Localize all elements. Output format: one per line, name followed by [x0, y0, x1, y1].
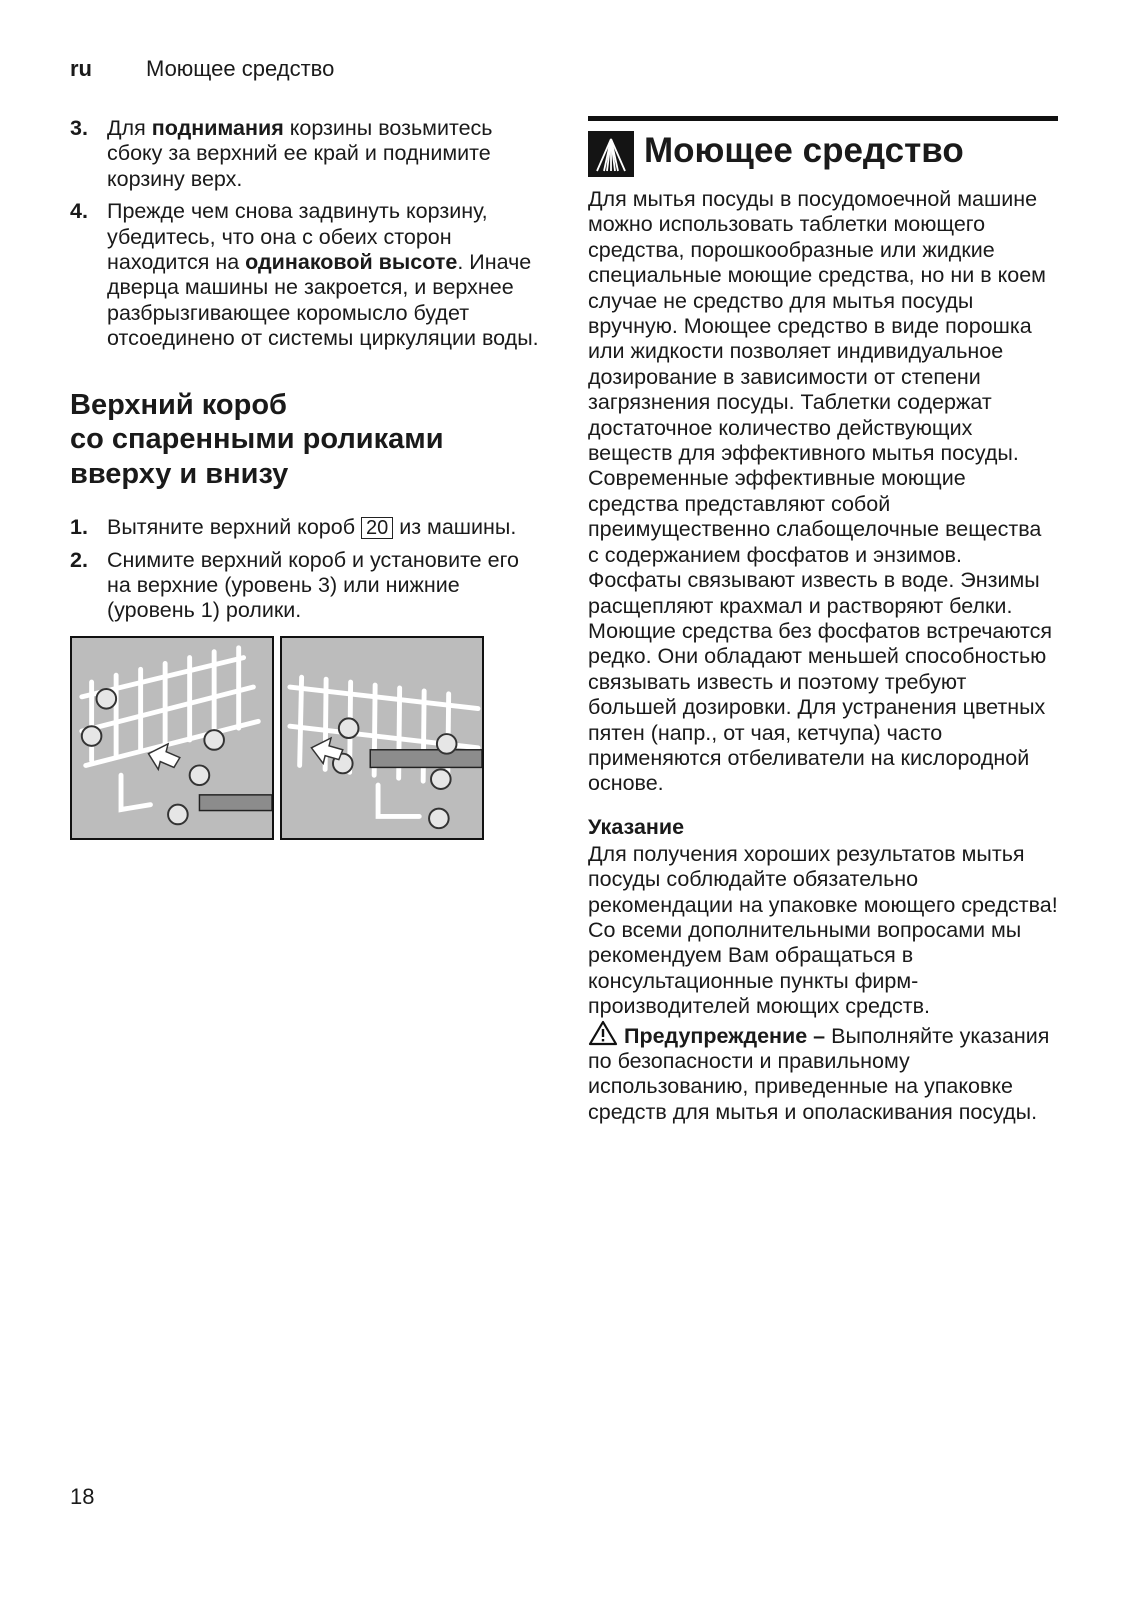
steps-list-top — [70, 116, 540, 352]
section-title-bar — [588, 116, 1058, 187]
warning-block — [588, 1020, 1058, 1126]
warning-label: Предупреждение – — [624, 1023, 826, 1048]
step-number: 3. — [70, 116, 88, 140]
note-heading: Указание — [588, 814, 685, 839]
language-code: ru — [70, 56, 92, 81]
header-section-title: Моющее средство — [146, 56, 335, 81]
step-text: . Иначе дверца машины не закроется, и верхнее разбрызгивающее коромысло будет отсоединено от системы циркуляции воды. — [107, 250, 539, 351]
step-emphasis: одинаковой высоте — [245, 250, 458, 275]
step-text: из машины. — [393, 515, 517, 540]
step-item — [70, 515, 540, 540]
detergent-description: Для мытья посуды в посудомоечной машине можно использовать таблетки моющего средства, порошкообразные или жидкие специальные моющие средства, но ни в коем случае не средство для мытья посуды вручную. Моющее средство в виде порошка или жидкости позволяет индивидуальное дозирование в зависимости от степени загрязнения посуды. Таблетки содержат достаточное количество действующих веществ для эффективного мытья посуды. Современные эффективные моющие средства представляют собой преимущественно слабощелочные вещества с содержанием фосфатов и энзимов. Фосфаты связывают известь в воде. Энзимы расщепляют крахмал и растворяют белки. Моющие средства без фосфатов встречаются редко. Они обладают меньшей способностью связывать известь и поэтому требуют большей дозировки. Для устранения цветных пятен (напр., от чая, кетчупа) часто применяются отбеливатели на кислородной основе. — [588, 187, 1053, 796]
note-text: Для получения хороших результатов мытья посуды соблюдайте обязательно рекомендации на упаковке моющего средства! — [588, 841, 1058, 917]
step-item — [70, 116, 540, 192]
basket-rollers-illustration-2 — [280, 636, 484, 840]
step-number: 2. — [70, 547, 88, 572]
right-column — [588, 116, 1058, 1125]
step-text: Для — [107, 116, 152, 140]
note-text: Со всеми дополнительными вопросами мы рекомендуем Вам обращаться в консультационные пункты фирм-производителей моющих средств. — [588, 917, 1022, 1019]
section-title: Моющее средство — [644, 131, 964, 170]
step-item — [70, 199, 540, 351]
illustrations-row — [70, 636, 540, 842]
part-reference-box: 20 — [361, 517, 393, 539]
step-emphasis: поднимания — [151, 116, 284, 140]
step-number: 4. — [70, 199, 88, 224]
page-number: 18 — [70, 1484, 95, 1509]
step-text: Снимите верхний короб и установите его на верхние (уровень 3) или нижние (уровень 1) ролики. — [107, 547, 519, 623]
step-text: Вытяните верхний короб — [107, 515, 361, 540]
left-column — [70, 116, 540, 842]
step-item — [70, 548, 540, 624]
page-header — [70, 56, 334, 82]
subheading-line: со спаренными роликами — [70, 423, 444, 456]
steps-list-bottom — [70, 515, 540, 624]
step-number: 1. — [70, 515, 88, 540]
subheading-line: вверху и внизу — [70, 457, 289, 490]
subheading-line: Верхний короб — [70, 388, 287, 421]
warning-triangle-icon — [588, 1020, 618, 1046]
warning-text: Выполняйте указания по безопасности и правильному использованию, приведенные на упаковке средств для мытья и ополаскивания посуды. — [588, 1023, 1050, 1124]
step-text: корзины возьмитесь сбоку за верхний ее край и поднимите корзину верх. — [107, 116, 493, 191]
basket-rollers-illustration-1 — [70, 636, 274, 840]
detergent-symbol-icon — [588, 131, 634, 177]
step-text: Прежде чем снова задвинуть корзину, убедитесь, что она с обеих сторон находится на — [107, 199, 488, 275]
upper-basket-subheading — [70, 388, 540, 492]
